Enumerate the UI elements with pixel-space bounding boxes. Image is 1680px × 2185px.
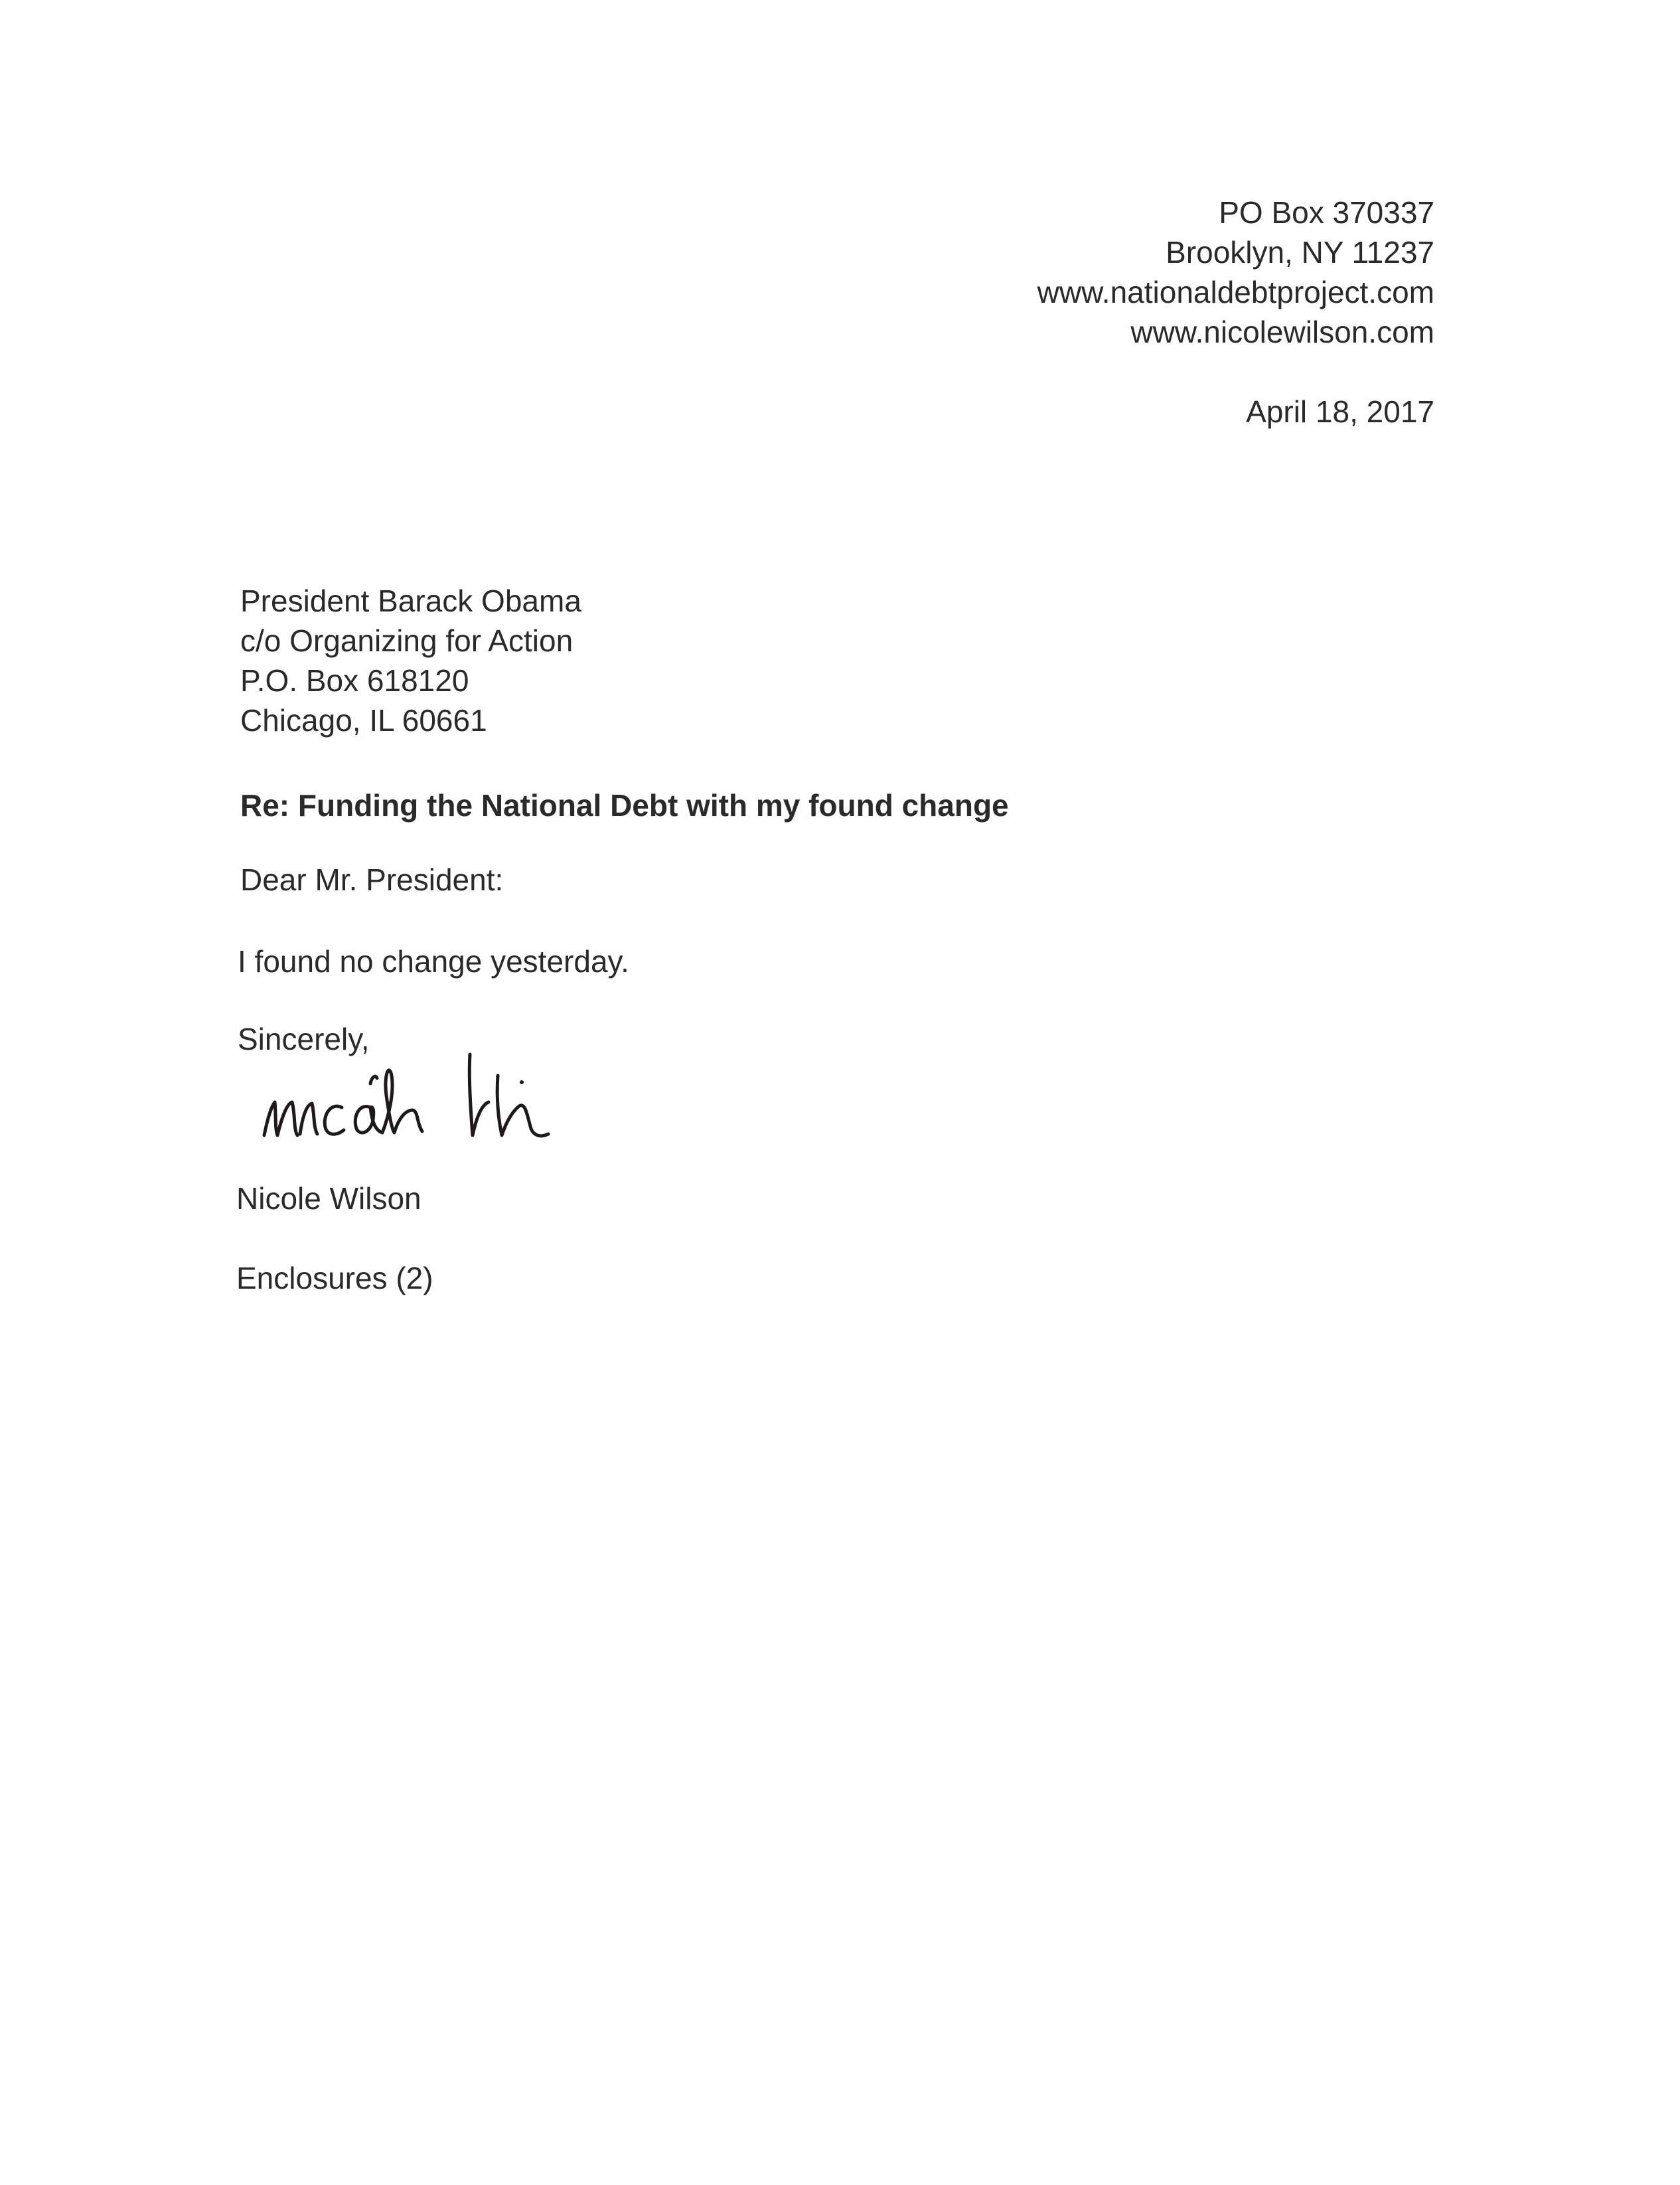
recipient-po-box: P.O. Box 618120 — [240, 663, 469, 698]
recipient-care-of: c/o Organizing for Action — [240, 623, 573, 658]
enclosures-note: Enclosures (2) — [236, 1261, 433, 1295]
salutation: Dear Mr. President: — [240, 862, 504, 897]
sender-website-2: www.nicolewilson.com — [1130, 315, 1434, 349]
sender-address-block — [1037, 193, 1434, 352]
recipient-name: President Barack Obama — [240, 584, 581, 618]
subject-line: Re: Funding the National Debt with my found change — [240, 788, 1009, 823]
handwritten-signature — [259, 1036, 617, 1149]
signer-name: Nicole Wilson — [236, 1181, 421, 1216]
recipient-address-block — [240, 581, 581, 740]
sender-address-line1: PO Box 370337 — [1219, 195, 1434, 230]
letter-body: I found no change yesterday. — [238, 944, 629, 979]
letter-date: April 18, 2017 — [1246, 394, 1434, 429]
closing: Sincerely, — [238, 1022, 370, 1056]
recipient-city-state-zip: Chicago, IL 60661 — [240, 703, 487, 738]
sender-address-line2: Brooklyn, NY 11237 — [1166, 235, 1434, 270]
sender-website-1: www.nationaldebtproject.com — [1037, 275, 1434, 309]
